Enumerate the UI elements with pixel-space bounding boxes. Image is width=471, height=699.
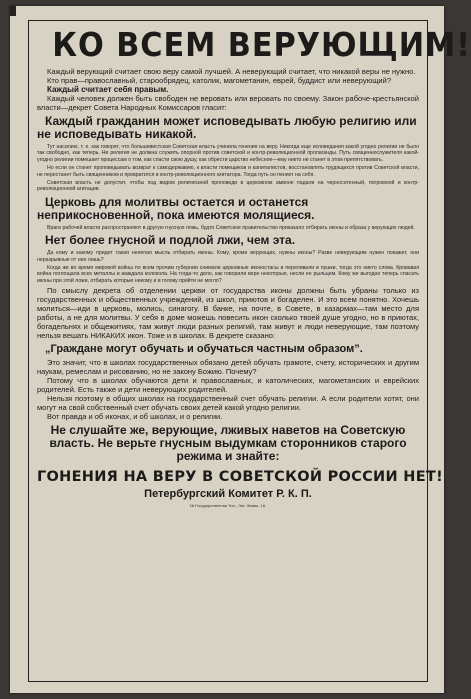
heading-freedom: Каждый гражданин может исповедывать любую религию или не исповедывать никакой.	[37, 114, 417, 141]
slogan: ГОНЕНИЯ НА ВЕРУ В СОВЕТСКОЙ РОССИИ НЕТ!	[37, 469, 444, 486]
binding-strip	[10, 6, 16, 16]
appeal-text: Не слушайте же, верующие, лживых наветов на Советскую власть. Не верьте гнусным выдумкам сторонников старого режима и знайте:	[49, 423, 407, 464]
poster-content	[29, 21, 471, 509]
body-paragraph: Это значит, что в школах государственных обязано детей обучать грамоте, счету, исторических и другим наукам, ремеслам и рисованию, но не закону Божию. Почему?	[37, 358, 419, 377]
poster-frame	[28, 20, 471, 682]
small-paragraph: Когда же во время мировой войны по всем прочим губернии снимали церковные иконостасы и переливали в пушки, тогда это никто слова. Кровавая война поглощала всех металлы и жаждала колокола. На тогда-то дело, как говорили вере некоторые, несли ее рыльцем. Кому же выгодно теперь спасать иконы при этой ложи, отбирать которые никому и в голову прийти не могло?	[37, 265, 419, 284]
intro-paragraph: Каждый человек должен быть свободен не веровать или веровать по своему. Закон рабоче-крестьянской власти—декрет Совета Народных Комиссаров гласит:	[37, 94, 419, 112]
body-paragraph: Нельзя поэтому в общих школах на государственный счет обучать религии. А если родители хотят, они могут на свой собственный счет обучать своих детей какой угодно религии.	[37, 394, 419, 413]
small-paragraph: Тут насилию, т. е. как говорят, что большевистская Советская власть учинила гонения на веру. Никогда еще исповедания какой угодно религии не было так свободно, как теперь. Не религия не должна служить опорной против советской и контр-революционной пропаганды. Путь священнослужителя какой-угодно религии помешает процессам о том, как спасти свою душу, как обрести царство небесное—ему никто не станет в этом препятствовать.	[37, 144, 419, 163]
poster-title: КО ВСЕМ ВЕРУЮЩИМ!	[52, 25, 471, 64]
body-paragraph: Потому что в школах обучаются дети и православных, и католических, магометанских и еврейских родителей. Есть также и дети неверующих родителей.	[37, 376, 419, 395]
body-paragraph: Вот правда и об иконах, и об школах, и о религии.	[47, 412, 223, 422]
small-paragraph: Враги рабочей власти распространяют в другую гнусную ложь, будто Советское правительство приказало отбирать иконы и образа у верующих людей.	[47, 224, 415, 231]
decree-quote: „Граждане могут обучать и обучаться частным образом”.	[45, 343, 363, 356]
body-paragraph: По смыслу декрета об отделении церкви от государства иконы должны быть убраны только из государственных и общественных учреждений, из школ, приютов и богаделен. И это всем понятно. Хочешь молиться—иди в церковь, молись, синагогу. В банке, на почте, в Совете, в казармах—там место для работы, а не для молитвы. У себя в доме можешь повесить икон сколько твоей душе угодно, но в приютах, богадельнях и общежитиях, там живут люди разных религий, там живут и люди неверующие, там поэтому нельзя вешать НИКАКИХ икон. Тоже и в школах. В декрете сказано:	[37, 286, 419, 341]
printer-imprint: № Государственная Тип., Лит. Знамя, 18.	[189, 503, 267, 509]
small-paragraph: Да кому и какому придет такая нелепая мысль отбирать иконы. Кому, кроме верующих, нужны иконы? Разве неверующим нужен покажет, они неразрывные от нее лишь?	[37, 250, 419, 263]
intro-paragraph: Каждый считает себя правым.	[47, 85, 169, 94]
intro-paragraph: Кто прав—православный, старообрядец, католик, магометанин, еврей, буддист или неверующий?	[47, 76, 391, 85]
intro-paragraph: Каждый верующий считает свою веру самой лучшей. А неверующий считает, что никакой веры не нужно.	[47, 67, 416, 76]
poster-sheet	[10, 6, 471, 693]
heading-lie: Нет более гнусной и подлой лжи, чем эта.	[45, 233, 296, 248]
small-paragraph: Но если он станет проповедывать возврат к самодержавию, к власти помещиков и капиталистов, восстановлять трудящихся против Советской власти, не перестанет быть священником и превратится в контр-революционного агитатора. Тогда путь он пеняет на себя.	[37, 165, 419, 178]
heading-church: Церковь для молитвы остается и останется неприкосновенной, пока имеются молящиеся.	[37, 194, 315, 222]
small-paragraph: Советская власть не допустит, чтобы под видом религиозной проповеди в церковном амвоне падали на черносотенный, погромной и контр-революционной агитации.	[37, 180, 419, 193]
signature: Петербургский Комитет Р. К. П.	[144, 488, 312, 501]
